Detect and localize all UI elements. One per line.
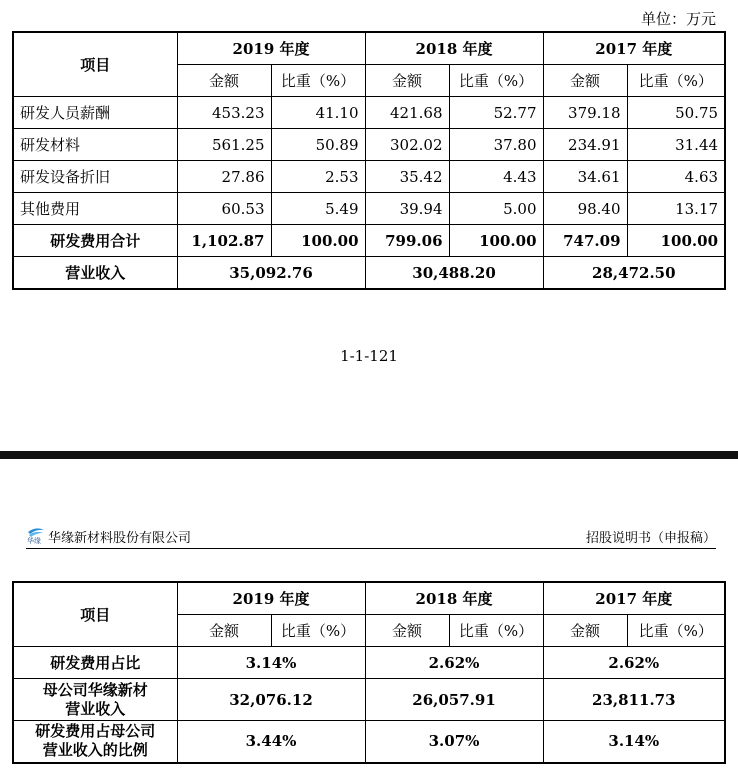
cell: 302.02 bbox=[365, 129, 449, 161]
header-amount: 金额 bbox=[177, 615, 271, 647]
page-number: 1-1-121 bbox=[340, 347, 398, 365]
row-label: 研发材料 bbox=[13, 129, 177, 161]
cell: 23,811.73 bbox=[543, 679, 725, 721]
cell: 32,076.12 bbox=[177, 679, 365, 721]
logo-text: 华缘 bbox=[27, 537, 41, 544]
header-amount: 金额 bbox=[365, 615, 449, 647]
header-ratio: 比重（%） bbox=[271, 615, 365, 647]
cell: 5.49 bbox=[271, 193, 365, 225]
cell: 31.44 bbox=[627, 129, 725, 161]
header-year-2017: 2017 年度 bbox=[543, 32, 725, 65]
cell: 100.00 bbox=[271, 225, 365, 257]
cell: 37.80 bbox=[449, 129, 543, 161]
cell: 4.43 bbox=[449, 161, 543, 193]
rd-ratio-table bbox=[12, 581, 726, 764]
cell: 100.00 bbox=[627, 225, 725, 257]
cell: 5.00 bbox=[449, 193, 543, 225]
row-label: 研发人员薪酬 bbox=[13, 97, 177, 129]
cell: 28,472.50 bbox=[543, 257, 725, 290]
row-label: 研发费用合计 bbox=[13, 225, 177, 257]
page-separator bbox=[0, 451, 738, 459]
row-label-line1: 母公司华缘新材 bbox=[42, 680, 148, 699]
cell: 35,092.76 bbox=[177, 257, 365, 290]
header-ratio: 比重（%） bbox=[271, 65, 365, 97]
total-row bbox=[13, 225, 725, 257]
row-label bbox=[13, 679, 177, 721]
cell: 3.07% bbox=[365, 721, 543, 763]
cell: 60.53 bbox=[177, 193, 271, 225]
table-row bbox=[13, 647, 725, 679]
cell: 35.42 bbox=[365, 161, 449, 193]
header-year-2018: 2018 年度 bbox=[365, 32, 543, 65]
table-row bbox=[13, 97, 725, 129]
row-label: 研发设备折旧 bbox=[13, 161, 177, 193]
table-row bbox=[13, 679, 725, 721]
company-logo bbox=[26, 526, 46, 544]
header-ratio: 比重（%） bbox=[627, 65, 725, 97]
table-row bbox=[13, 193, 725, 225]
cell: 100.00 bbox=[449, 225, 543, 257]
cell: 453.23 bbox=[177, 97, 271, 129]
cell: 39.94 bbox=[365, 193, 449, 225]
cell: 1,102.87 bbox=[177, 225, 271, 257]
rd-expense-table bbox=[12, 31, 726, 290]
row-label: 其他费用 bbox=[13, 193, 177, 225]
cell: 3.14% bbox=[177, 647, 365, 679]
cell: 3.44% bbox=[177, 721, 365, 763]
table-row bbox=[13, 721, 725, 763]
header-amount: 金额 bbox=[177, 65, 271, 97]
unit-label: 单位：万元 bbox=[640, 10, 716, 28]
header-item: 项目 bbox=[13, 582, 177, 647]
cell: 234.91 bbox=[543, 129, 627, 161]
row-label-line1: 研发费用占母公司 bbox=[35, 722, 156, 741]
header-year-2019: 2019 年度 bbox=[177, 32, 365, 65]
header-year-2017: 2017 年度 bbox=[543, 582, 725, 615]
header-amount: 金额 bbox=[543, 65, 627, 97]
page-header bbox=[26, 524, 716, 549]
cell: 13.17 bbox=[627, 193, 725, 225]
cell: 2.62% bbox=[365, 647, 543, 679]
cell: 26,057.91 bbox=[365, 679, 543, 721]
table-row bbox=[13, 161, 725, 193]
cell: 27.86 bbox=[177, 161, 271, 193]
cell: 50.75 bbox=[627, 97, 725, 129]
cell: 98.40 bbox=[543, 193, 627, 225]
cell: 52.77 bbox=[449, 97, 543, 129]
company-name: 华缘新材料股份有限公司 bbox=[48, 531, 192, 546]
header-ratio: 比重（%） bbox=[627, 615, 725, 647]
table-row bbox=[13, 129, 725, 161]
cell: 561.25 bbox=[177, 129, 271, 161]
header-ratio: 比重（%） bbox=[449, 65, 543, 97]
cell: 50.89 bbox=[271, 129, 365, 161]
header-year-2019: 2019 年度 bbox=[177, 582, 365, 615]
row-label: 营业收入 bbox=[13, 257, 177, 290]
header-item: 项目 bbox=[13, 32, 177, 97]
header-year-2018: 2018 年度 bbox=[365, 582, 543, 615]
cell: 41.10 bbox=[271, 97, 365, 129]
row-label-line2: 营业收入 bbox=[65, 699, 126, 718]
revenue-row bbox=[13, 257, 725, 290]
cell: 379.18 bbox=[543, 97, 627, 129]
document-title: 招股说明书（申报稿） bbox=[585, 531, 716, 546]
header-amount: 金额 bbox=[543, 615, 627, 647]
cell: 799.06 bbox=[365, 225, 449, 257]
header-ratio: 比重（%） bbox=[449, 615, 543, 647]
row-label bbox=[13, 721, 177, 763]
cell: 34.61 bbox=[543, 161, 627, 193]
cell: 3.14% bbox=[543, 721, 725, 763]
cell: 30,488.20 bbox=[365, 257, 543, 290]
header-amount: 金额 bbox=[365, 65, 449, 97]
cell: 2.53 bbox=[271, 161, 365, 193]
row-label-line2: 营业收入的比例 bbox=[42, 741, 148, 760]
row-label: 研发费用占比 bbox=[13, 647, 177, 679]
cell: 2.62% bbox=[543, 647, 725, 679]
cell: 4.63 bbox=[627, 161, 725, 193]
cell: 421.68 bbox=[365, 97, 449, 129]
cell: 747.09 bbox=[543, 225, 627, 257]
